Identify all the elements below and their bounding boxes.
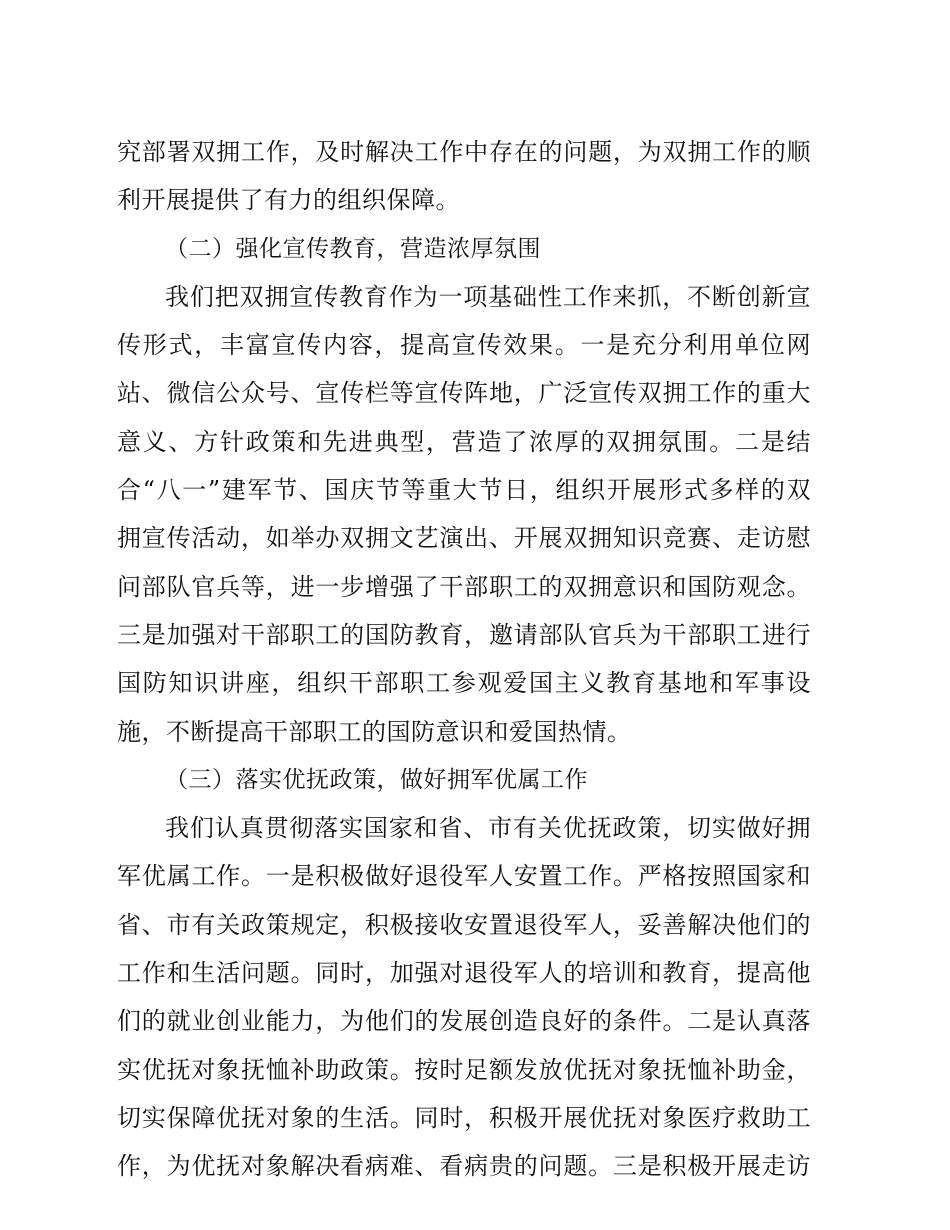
paragraph-line: 施，不断提高干部职工的国防意识和爱国热情。 [117, 717, 632, 746]
paragraph-line: 我们认真贯彻落实国家和省、市有关优抚政策，切实做好拥 [165, 814, 811, 843]
paragraph-line: 意义、方针政策和先进典型，营造了浓厚的双拥氛围。二是结 [117, 427, 811, 456]
paragraph-line: 工作和生活问题。同时，加强对退役军人的培训和教育，提高他 [117, 959, 811, 988]
paragraph-line: 作，为优抚对象解决看病难、看病贵的问题。三是积极开展走访 [117, 1152, 811, 1181]
paragraph-line: 传形式，丰富宣传内容，提高宣传效果。一是充分利用单位网 [117, 331, 811, 360]
paragraph-line: 们的就业创业能力，为他们的发展创造良好的条件。二是认真落 [117, 1007, 811, 1036]
section-heading-2: （二）强化宣传教育，营造浓厚氛围 [165, 235, 541, 262]
paragraph-line: 问部队官兵等，进一步增强了干部职工的双拥意识和国防观念。 [117, 572, 811, 601]
section-heading-3: （三）落实优抚政策，做好拥军优属工作 [165, 766, 588, 793]
paragraph-line: 国防知识讲座，组织干部职工参观爱国主义教育基地和军事设 [117, 669, 811, 698]
document-body [117, 128, 811, 1191]
paragraph-line: 实优抚对象抚恤补助政策。按时足额发放优抚对象抚恤补助金， [117, 1055, 811, 1084]
paragraph-line: 我们把双拥宣传教育作为一项基础性工作来抓，不断创新宣 [165, 282, 811, 311]
paragraph-line: 军优属工作。一是积极做好退役军人安置工作。严格按照国家和 [117, 862, 811, 891]
paragraph-line: 合“八一”建军节、国庆节等重大节日，组织开展形式多样的双 [117, 476, 811, 505]
paragraph-line: 究部署双拥工作，及时解决工作中存在的问题，为双拥工作的顺 [117, 138, 811, 166]
paragraph-line: 站、微信公众号、宣传栏等宣传阵地，广泛宣传双拥工作的重大 [117, 379, 811, 408]
paragraph-line: 省、市有关政策规定，积极接收安置退役军人，妥善解决他们的 [117, 910, 811, 939]
paragraph-line: 切实保障优抚对象的生活。同时，积极开展优抚对象医疗救助工 [117, 1103, 811, 1132]
paragraph-line: 拥宣传活动，如举办双拥文艺演出、开展双拥知识竞赛、走访慰 [117, 524, 811, 553]
paragraph-line: 利开展提供了有力的组织保障。 [117, 186, 460, 215]
paragraph-line: 三是加强对干部职工的国防教育，邀请部队官兵为干部职工进行 [117, 620, 811, 649]
